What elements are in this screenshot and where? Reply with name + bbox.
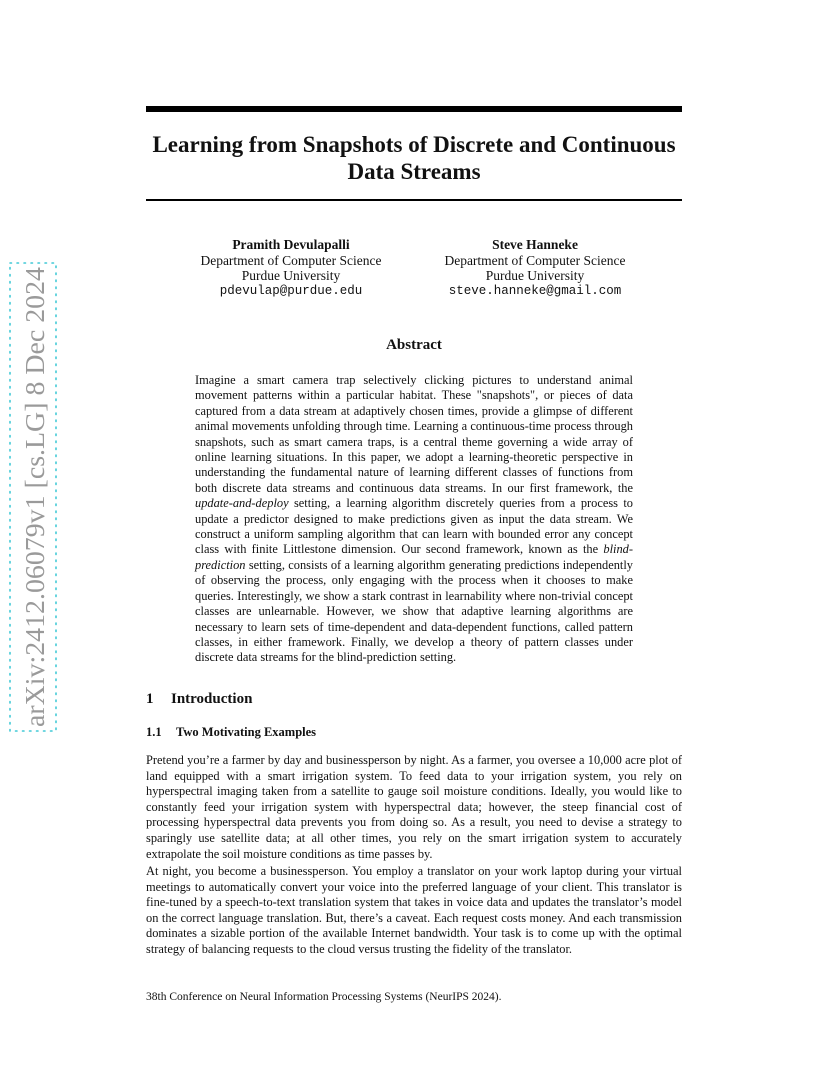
subsection-title: Two Motivating Examples	[176, 725, 317, 739]
abstract-body	[195, 373, 633, 666]
arxiv-identifier-stamp	[8, 262, 58, 732]
author-affiliation: Purdue University	[241, 268, 341, 283]
arxiv-identifier-text: arXiv:2412.06079v1 [cs.LG] 8 Dec 2024	[20, 281, 50, 727]
section-number: 1	[146, 691, 154, 707]
paper-title	[146, 131, 682, 185]
author-name: Steve Hanneke	[492, 237, 578, 252]
body-paragraph: Pretend you’re a farmer by day and businessperson by night. As a farmer, you oversee a 10,000 acre plot of land equipped with a smart irrigation system. To feed data to your irrigation system, you rely on hyperspectral imaging taken from a satellite to gauge soil moisture conditions. Ideally, you would like to constantly feed your irrigation system with hyperspectral data; however, the steep financial cost of processing hyperspectral data prevents you from doing so. As a result, you need to devise a strategy to sparingly use satellite data; at all other times, you rely on the smart irrigation system to accurately extrapolate the soil moisture conditions as time passes by.	[146, 753, 682, 861]
author-email[interactable]: pdevulap@purdue.edu	[219, 283, 363, 298]
title-top-rule	[146, 106, 682, 112]
section-heading	[146, 691, 252, 708]
author-email[interactable]: steve.hanneke@gmail.com	[448, 283, 622, 298]
abstract-text: Imagine a smart camera trap selectively clicking pictures to understand animal movement patterns within a particular habitat. These "snapshots", or pieces of data captured from a data stream at adaptively chosen times, provide a glimpse of different animal movements unfolding through time. Learning a continuous-time process through snapshots, such as smart camera traps, is a central theme governing a wide array of online learning situations. In this paper, we adopt a learning-theoretic perspective in understanding the fundamental nature of learning different classes of functions from both discrete data streams and continuous data streams. In our first framework, the	[195, 373, 633, 495]
author-department: Department of Computer Science	[444, 252, 626, 268]
title-bottom-rule	[146, 199, 682, 201]
author-affiliation: Purdue University	[485, 268, 585, 283]
author-name: Pramith Devulapalli	[232, 237, 350, 252]
subsection-heading	[146, 725, 316, 740]
paper-title-line-1: Learning from Snapshots of Discrete and Continuous	[152, 132, 676, 157]
paper-title-line-2: Data Streams	[347, 159, 481, 184]
conference-footnote: 38th Conference on Neural Information Processing Systems (NeurIPS 2024).	[146, 991, 502, 1003]
subsection-number: 1.1	[146, 725, 162, 739]
author-block-1	[186, 237, 396, 299]
abstract-text: setting, consists of a learning algorithm generating predictions independently of observing the process, only engaging with the process when it chooses to make queries. Interestingly, we show a stark contrast in learnability where non-trivial concept classes are unlearnable. However, we show that adaptive learning algorithms are necessary to learn sets of time-dependent and data-dependent functions, called pattern classes, in either framework. Finally, we develop a theory of pattern classes under discrete data streams for the blind-prediction setting.	[195, 557, 633, 665]
author-department: Department of Computer Science	[200, 252, 382, 268]
author-block-2	[420, 237, 650, 299]
abstract-heading: Abstract	[386, 337, 442, 353]
abstract-text: setting, a learning algorithm discretely queries from a process to update a predictor designed to make predictions given as input the data stream. We construct a uniform sampling algorithm that can learn with bounded error any concept class with finite Littlestone dimension. Our second framework, known as the	[195, 496, 633, 557]
body-paragraph: At night, you become a businessperson. You employ a translator on your work laptop during your virtual meetings to automatically convert your voice into the preferred language of your client. This translator is fine-tuned by a speech-to-text translation system that takes in voice data and updates the translator’s model on the correct language translation. But, there’s a caveat. Each request costs money. And each transmission dominates a sizable portion of the available Internet bandwidth. Your task is to come up with the optimal strategy of balancing requests to the cloud versus trusting the fidelity of the translator.	[146, 864, 682, 956]
abstract-emphasis: blind-prediction	[195, 542, 633, 572]
section-title: Introduction	[171, 691, 253, 707]
abstract-emphasis: update-and-deploy	[195, 496, 289, 511]
